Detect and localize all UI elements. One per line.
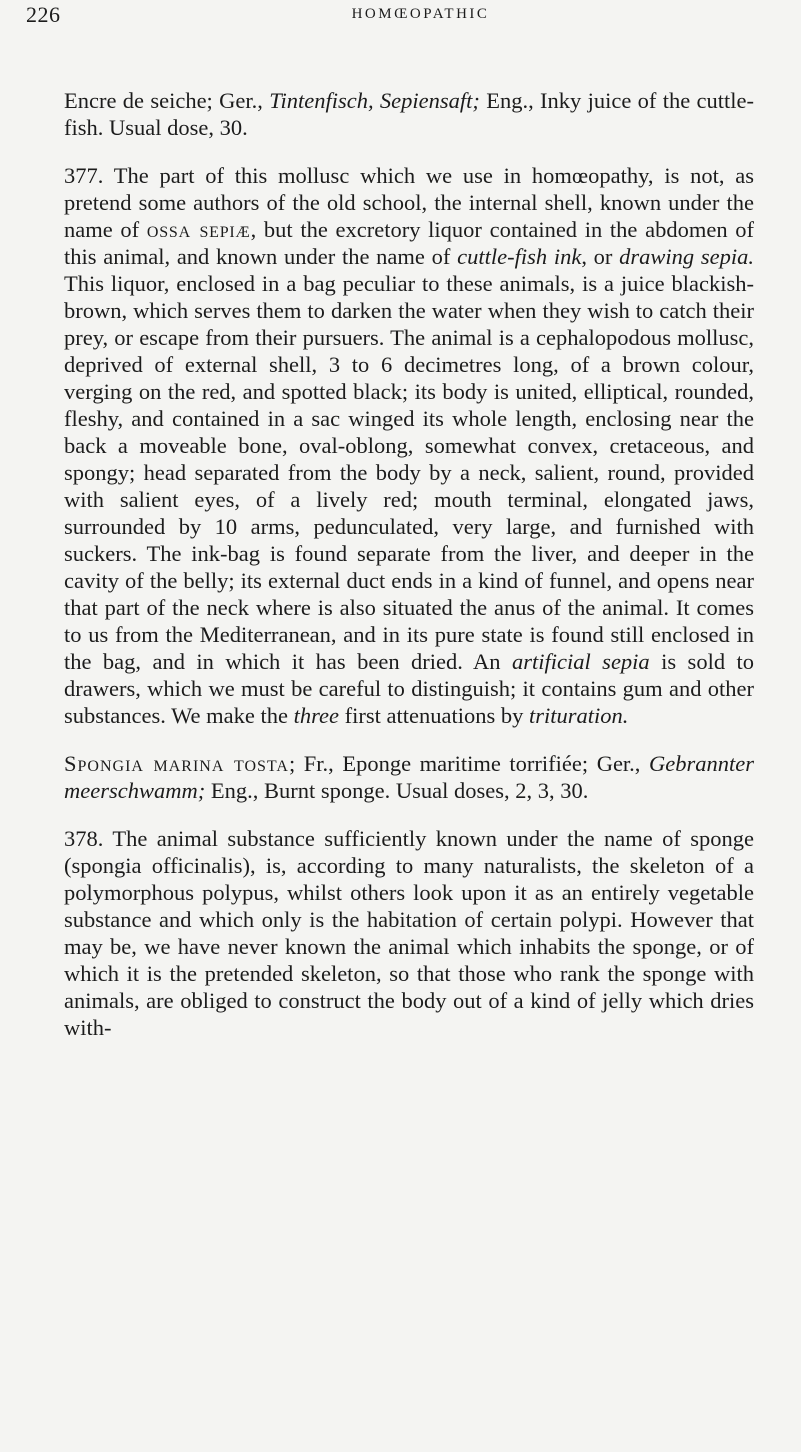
drawing-sepia-term: drawing sepia. <box>619 244 755 269</box>
sepia-intro <box>64 87 754 141</box>
p377-text-2: , but the excretory liquor contained in the abdomen of this animal, and known under the name of <box>64 217 755 269</box>
three-term: three <box>293 703 339 728</box>
running-title: HOMŒOPATHIC <box>351 6 490 22</box>
spongia-intro-text-2: Eng., Burnt sponge. Usual doses, 2, 3, 30. <box>205 778 589 803</box>
sepia-german-name: Tintenfisch, Sepiensaft; <box>269 88 480 113</box>
page-header <box>0 0 801 40</box>
paragraph-377 <box>64 162 754 729</box>
trituration-term: trituration. <box>528 703 629 728</box>
cuttle-fish-ink-term: cuttle-fish ink <box>457 244 582 269</box>
sepia-intro-text: Encre de seiche; Ger., <box>64 88 270 113</box>
p377-text-4: This liquor, enclosed in a bag peculiar to these animals, is a juice blackish-brown, which serves them to darken the water when they wish to catch their prey, or escape from their pursuers. The animal is a cephalopodous mollusc, deprived of external shell, 3 to 6 decimetres long, of a brown colour, verging on the red, and spotted black; its body is united, elliptical, rounded, fleshy, and contained in a sac winged its whole length, enclosing near the back a moveable bone, oval-oblong, somewhat convex, cretaceous, and spongy; head separated from the body by a neck, salient, round, provided with salient eyes, of a lively red; mouth terminal, elongated jaws, surrounded by 10 arms, pedunculated, very large, and furnished with suckers. The ink-bag is found separate from the liver, and deeper in the cavity of the belly; its external duct ends in a kind of funnel, and opens near that part of the neck where is also situated the anus of the animal. It comes to us from the Mediterranean, and in its pure state is found still enclosed in the bag, and in which it has been dried. An <box>64 271 754 674</box>
p377-text-5: is sold to drawers, which we must be careful to distinguish; it contains gum and other substances. We make the <box>64 649 755 728</box>
p377-text-3: , or <box>581 244 620 269</box>
body-text <box>64 87 754 1041</box>
artificial-sepia-term: artificial sepia <box>512 649 650 674</box>
p377-text-6: first attenuations by <box>339 703 529 728</box>
ossa-sepiae: ossa sepiæ <box>146 217 251 242</box>
p377-text-1: 377. The part of this mollusc which we use in homœopathy, is not, as pretend some authors of the old school, the internal shell, known under the name of <box>64 163 754 242</box>
spongia-heading: Spongia marina tosta <box>64 751 289 776</box>
page-number: 226 <box>26 2 61 27</box>
paragraph-378: 378. The animal substance sufficiently known under the name of sponge (spongia officinalis), is, according to many naturalists, the skeleton of a polymorphous polypus, whilst others look upon it as an entirely vegetable substance and which only is the habitation of certain polypi. However that may be, we have never known the animal which inhabits the sponge, or of which it is the pretended skeleton, so that those who rank the sponge with animals, are obliged to construct the body out of a kind of jelly which dries with- <box>64 826 754 1040</box>
spongia-intro-text: ; Fr., Eponge maritime torrifiée; Ger., <box>288 751 649 776</box>
spongia-intro <box>64 750 754 804</box>
sepia-intro-text-2: Eng., Inky juice of the cuttle-fish. Usual dose, 30. <box>64 88 754 140</box>
spongia-german-name: Gebrannter meerschwamm; <box>64 751 754 803</box>
